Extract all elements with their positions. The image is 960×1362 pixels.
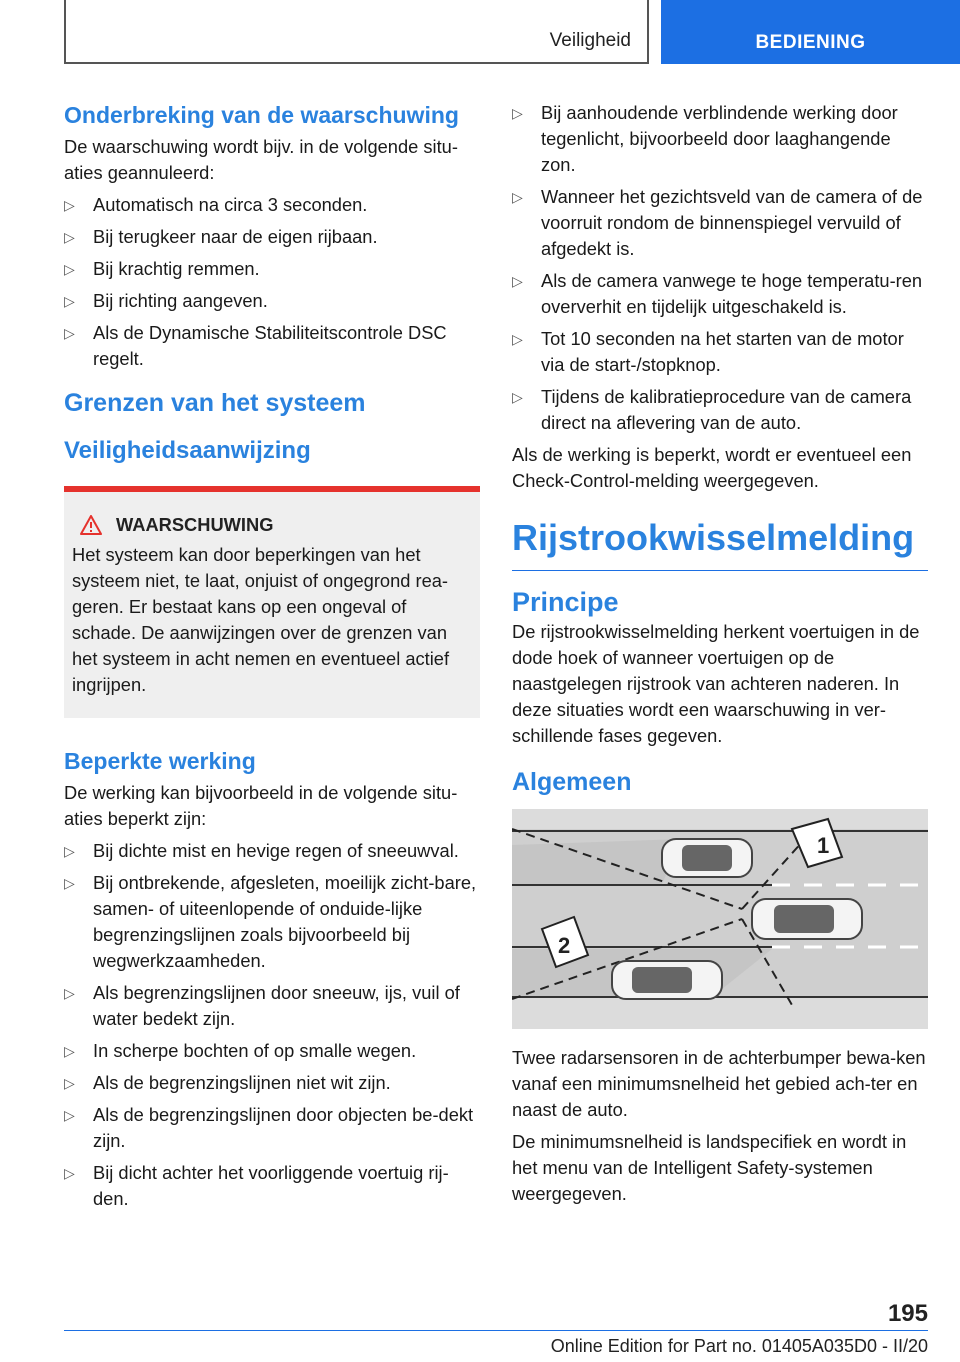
bullet-triangle-icon: ▷ xyxy=(64,875,75,891)
heading-rule xyxy=(512,570,928,571)
heading-interrupt: Onderbreking van de waarschuwing xyxy=(64,102,459,128)
list-restricted-continued xyxy=(512,100,928,436)
bullet-triangle-icon: ▷ xyxy=(512,331,523,347)
list-item: ▷ Wanneer het gezichtsveld van de camera of de voorruit rondom de binnenspiegel vervuild of afgedekt is. xyxy=(512,186,923,259)
paragraph-restricted: De werking kan bijvoorbeeld in de volgende situ-aties beperkt zijn: xyxy=(64,782,458,829)
heading-principle: Principe xyxy=(512,587,619,617)
list-item: ▷ Tot 10 seconden na het starten van de motor via de start-/stopknop. xyxy=(512,328,904,375)
bullet-triangle-icon: ▷ xyxy=(64,325,75,341)
list-item: ▷ Bij aanhoudende verblindende werking door tegenlicht, bijvoorbeeld door laaghangende zon. xyxy=(512,102,898,175)
left-column xyxy=(64,100,480,1218)
header-chapter-title: BEDIENING xyxy=(755,32,866,53)
list-item: ▷ Als de camera vanwege te hoge temperatu-ren oververhit en tijdelijk uitgeschakeld is. xyxy=(512,270,923,317)
bullet-triangle-icon: ▷ xyxy=(64,197,75,213)
svg-text:2: 2 xyxy=(558,933,571,958)
list-restricted xyxy=(64,838,480,1212)
bullet-triangle-icon: ▷ xyxy=(512,273,523,289)
bullet-triangle-icon: ▷ xyxy=(64,1107,75,1123)
bullet-triangle-icon: ▷ xyxy=(64,1075,75,1091)
bullet-triangle-icon: ▷ xyxy=(64,1043,75,1059)
bullet-triangle-icon: ▷ xyxy=(64,229,75,245)
svg-text:1: 1 xyxy=(817,833,830,858)
warning-triangle-icon xyxy=(80,515,102,535)
bullet-triangle-icon: ▷ xyxy=(512,189,523,205)
header-chapter-tab xyxy=(661,0,960,64)
car-icon xyxy=(752,899,862,939)
bullet-triangle-icon: ▷ xyxy=(64,985,75,1001)
heading-safety: Veiligheidsaanwijzing xyxy=(64,437,311,464)
bullet-triangle-icon: ▷ xyxy=(64,261,75,277)
list-item: ▷ Bij dicht achter het voorliggende voertuig rij-den. xyxy=(64,1162,449,1209)
warning-box xyxy=(64,486,480,718)
page-number: 195 xyxy=(887,1300,928,1327)
bullet-triangle-icon: ▷ xyxy=(512,389,523,405)
heading-general: Algemeen xyxy=(512,768,632,796)
header-section-box xyxy=(64,0,649,64)
bullet-triangle-icon: ▷ xyxy=(512,105,523,121)
lane-change-illustration xyxy=(512,809,928,1029)
footer-edition: Online Edition for Part no. 01405A035D0 - II/20 xyxy=(550,1336,928,1356)
list-item: ▷ Bij ontbrekende, afgesleten, moeilijk zicht-bare, samen- of uiteenlopende of onduide-lijke begrenzingslijnen zoals bijvoorbeeld bij wegwerkzaamheden. xyxy=(64,872,477,971)
list-item: ▷ Als begrenzingslijnen door sneeuw, ijs, vuil of water bedekt zijn. xyxy=(64,982,460,1029)
bullet-triangle-icon: ▷ xyxy=(64,1165,75,1181)
footer-rule xyxy=(64,1330,928,1331)
list-item: ▷ Bij dichte mist en hevige regen of sneeuwval. xyxy=(64,838,480,864)
paragraph-principle: De rijstrookwisselmelding herkent voertuigen in de dode hoek of wanneer voertuigen op de naastgelegen rijstrook van achteren naderen. In deze situaties wordt een waarschuwing in ver-schillende fases gegeven. xyxy=(512,621,920,746)
list-item: ▷ Als de Dynamische Stabiliteitscontrole DSC regelt. xyxy=(64,322,447,369)
list-interrupt xyxy=(64,192,480,372)
warning-title: WAARSCHUWING xyxy=(72,514,472,536)
heading-limits: Grenzen van het systeem xyxy=(64,389,366,417)
paragraph-radar: Twee radarsensoren in de achterbumper bewa-ken vanaf een minimumsnelheid het gebied ach-ter en naast de auto. xyxy=(512,1047,926,1120)
list-item: ▷ Als de begrenzingslijnen door objecten be-dekt zijn. xyxy=(64,1104,474,1151)
header-section-title: Veiligheid xyxy=(549,30,631,51)
paragraph-check-control: Als de werking is beperkt, wordt er eventueel een Check-Control-melding weergegeven. xyxy=(512,444,912,491)
right-column xyxy=(512,100,928,1213)
warning-text: Het systeem kan door beperkingen van het systeem niet, te laat, onjuist of ongegrond rea-geren. Er bestaat kans op een ongeval of schade. De aanwijzingen over de grenzen van het systeem in acht nemen en eventueel actief ingrijpen. xyxy=(72,544,450,695)
paragraph-min-speed: De minimumsnelheid is landspecifiek en wordt in het menu van de Intelligent Safety-systemen weergegeven. xyxy=(512,1131,907,1204)
car-icon xyxy=(662,839,752,877)
list-item: ▷ Als de begrenzingslijnen niet wit zijn. xyxy=(64,1070,480,1096)
bullet-triangle-icon: ▷ xyxy=(64,843,75,859)
paragraph-interrupt: De waarschuwing wordt bijv. in de volgende situ-aties geannuleerd: xyxy=(64,136,458,183)
bullet-triangle-icon: ▷ xyxy=(64,293,75,309)
heading-lane-change: Rijstrookwisselmelding xyxy=(512,517,915,558)
heading-restricted: Beperkte werking xyxy=(64,748,256,774)
list-item: ▷ Bij terugkeer naar de eigen rijbaan. xyxy=(64,224,480,250)
list-item: ▷ Bij richting aangeven. xyxy=(64,288,480,314)
car-icon xyxy=(612,961,722,999)
list-item: ▷ Bij krachtig remmen. xyxy=(64,256,480,282)
list-item: ▷ In scherpe bochten of op smalle wegen. xyxy=(64,1038,480,1064)
list-item: ▷ Automatisch na circa 3 seconden. xyxy=(64,192,480,218)
lane-change-diagram xyxy=(512,809,928,1029)
list-item: ▷ Tijdens de kalibratieprocedure van de camera direct na aflevering van de auto. xyxy=(512,386,912,433)
